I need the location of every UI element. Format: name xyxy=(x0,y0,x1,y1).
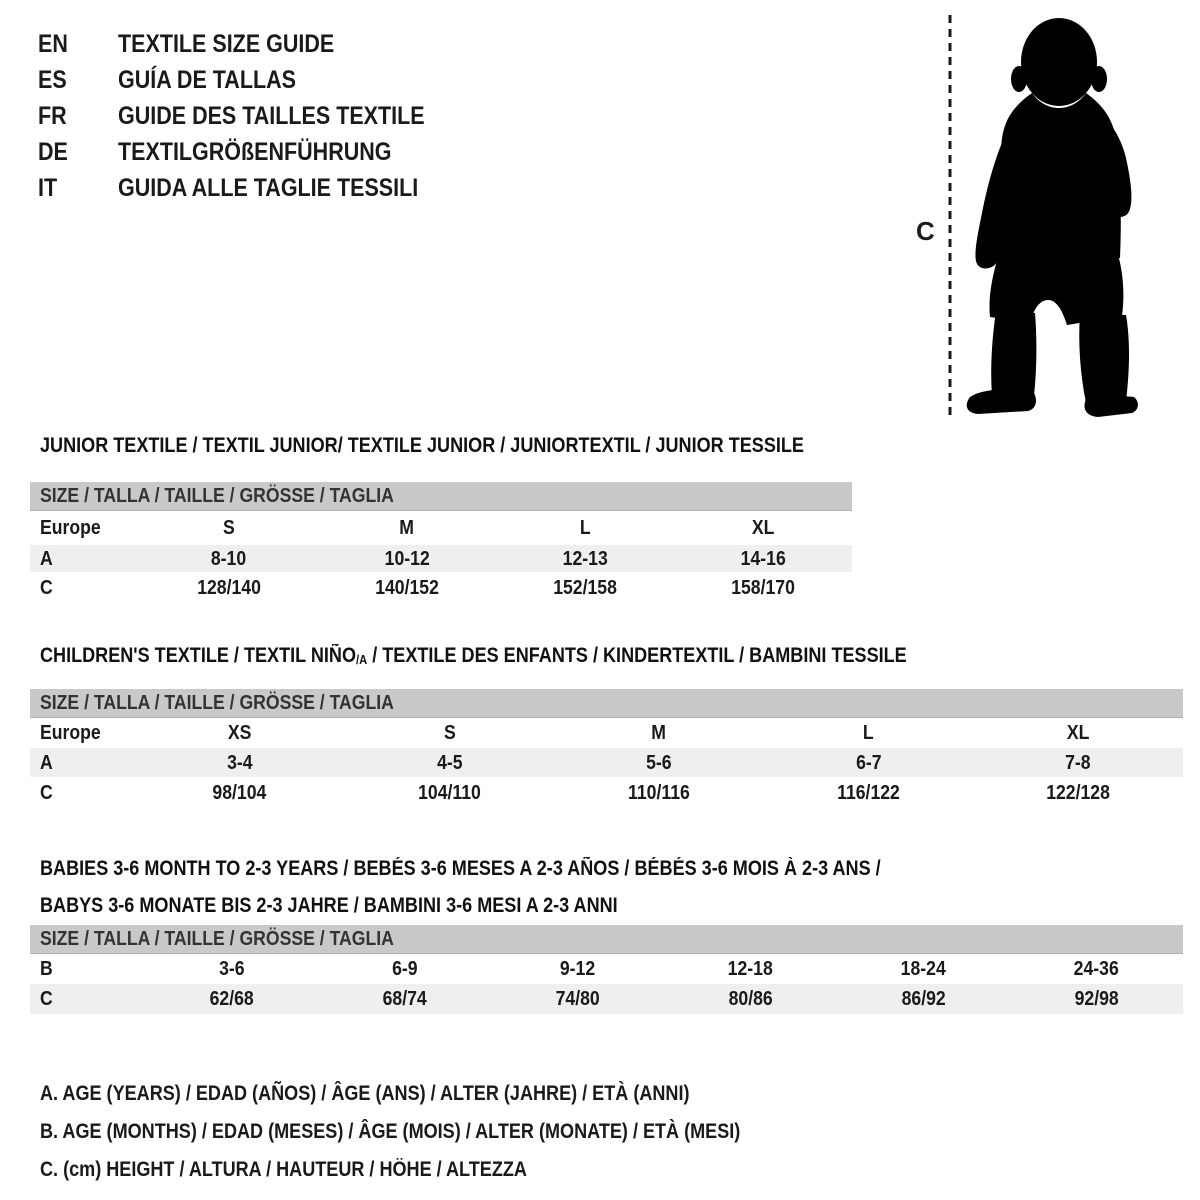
size-column: XL xyxy=(1066,721,1090,744)
guide-title-es: GUÍA DE TALLAS xyxy=(118,65,296,94)
cell-value: 68/74 xyxy=(382,987,427,1010)
toddler-figure xyxy=(967,18,1138,417)
size-header-bar: SIZE / TALLA / TAILLE / GRÖSSE / TAGLIA xyxy=(30,689,1183,718)
cell-value: 122/128 xyxy=(1046,780,1111,804)
cell-value: 4-5 xyxy=(436,750,463,774)
language-row-fr xyxy=(38,98,475,134)
language-code: IT xyxy=(38,173,58,202)
language-code: ES xyxy=(38,65,67,94)
children-size-table xyxy=(30,689,1183,808)
table-row xyxy=(30,748,1183,777)
size-column: M xyxy=(399,516,415,539)
cell-value: 140/152 xyxy=(375,575,439,599)
cell-value: 18-24 xyxy=(900,957,947,980)
table-row xyxy=(30,572,852,603)
cell-value: 110/116 xyxy=(628,780,690,804)
junior-columns-row xyxy=(30,511,852,545)
cell-value: 152/158 xyxy=(553,575,617,599)
cell-value: 3-6 xyxy=(218,957,245,980)
measurement-legend xyxy=(40,1075,854,1189)
size-column: XS xyxy=(228,721,252,744)
table-row xyxy=(30,777,1183,808)
row-label: B xyxy=(40,957,53,980)
cell-value: 14-16 xyxy=(740,546,786,570)
legend-line-a: A. AGE (YEARS) / EDAD (AÑOS) / ÂGE (ANS) / ALTER (JAHRE) / ETÀ (ANNI) xyxy=(40,1082,690,1105)
cell-value: 12-13 xyxy=(562,546,608,570)
row-label: A xyxy=(40,546,53,570)
size-column: L xyxy=(863,721,874,744)
size-column: S xyxy=(223,516,235,539)
cell-value: 9-12 xyxy=(559,957,596,980)
cell-value: 7-8 xyxy=(1065,750,1091,774)
language-row-de xyxy=(38,134,475,170)
cell-value: 12-18 xyxy=(727,957,774,980)
cell-value: 10-12 xyxy=(384,546,430,570)
babies-size-table xyxy=(30,925,1183,1014)
table-row xyxy=(30,954,1183,984)
cell-value: 62/68 xyxy=(209,987,254,1010)
babies-section-title: BABIES 3-6 MONTH TO 2-3 YEARS / BEBÉS 3-6 MESES A 2-3 AÑOS / BÉBÉS 3-6 MOIS À 2-3 ANS / BABYS 3-6 MONATE BIS 2-3 JAHRE / BAMBINI 3-6 MESI A 2-3 ANNI xyxy=(40,857,881,917)
size-column: M xyxy=(651,721,667,744)
cell-value: 24-36 xyxy=(1073,957,1120,980)
junior-size-table xyxy=(30,482,852,603)
size-header-bar: SIZE / TALLA / TAILLE / GRÖSSE / TAGLIA xyxy=(30,482,852,511)
height-measure-label: C xyxy=(916,216,935,246)
junior-section-title: JUNIOR TEXTILE / TEXTIL JUNIOR/ TEXTILE JUNIOR / JUNIORTEXTIL / JUNIOR TESSILE xyxy=(40,434,804,457)
cell-value: 6-9 xyxy=(391,957,418,980)
row-label: A xyxy=(40,750,53,774)
cell-value: 74/80 xyxy=(555,987,600,1010)
language-title-list xyxy=(38,26,475,206)
cell-value: 8-10 xyxy=(211,546,247,570)
title-subscript: /A xyxy=(356,652,368,667)
size-column: XL xyxy=(751,516,775,539)
guide-title-de: TEXTILGRÖßENFÜHRUNG xyxy=(118,137,392,166)
legend-line-b: B. AGE (MONTHS) / EDAD (MESES) / ÂGE (MOIS) / ALTER (MONATE) / ETÀ (MESI) xyxy=(40,1120,741,1143)
table-row xyxy=(30,545,852,572)
cell-value: 92/98 xyxy=(1074,987,1119,1010)
region-label: Europe xyxy=(40,721,101,744)
row-label: C xyxy=(40,575,53,599)
table-row xyxy=(30,984,1183,1014)
children-section-title: CHILDREN'S TEXTILE / TEXTIL NIÑO/A / TEXTILE DES ENFANTS / KINDERTEXTIL / BAMBINI TESSILE xyxy=(40,644,907,667)
guide-title-en: TEXTILE SIZE GUIDE xyxy=(118,29,335,58)
cell-value: 86/92 xyxy=(901,987,946,1010)
children-columns-row xyxy=(30,718,1183,748)
cell-value: 128/140 xyxy=(197,575,261,599)
language-row-it xyxy=(38,170,475,206)
cell-value: 80/86 xyxy=(728,987,773,1010)
cell-value: 116/122 xyxy=(837,780,900,804)
guide-title-it: GUIDA ALLE TAGLIE TESSILI xyxy=(118,173,419,202)
language-code: FR xyxy=(38,101,67,130)
row-label: C xyxy=(40,780,53,804)
guide-title-fr: GUIDE DES TAILLES TEXTILE xyxy=(118,101,425,130)
region-label: Europe xyxy=(40,516,101,539)
cell-value: 6-7 xyxy=(855,750,882,774)
size-header-bar: SIZE / TALLA / TAILLE / GRÖSSE / TAGLIA xyxy=(30,925,1183,954)
size-column: L xyxy=(579,516,591,539)
language-row-en xyxy=(38,26,475,62)
toddler-silhouette-icon xyxy=(940,12,1150,422)
legend-line-c: C. (cm) HEIGHT / ALTURA / HAUTEUR / HÖHE / ALTEZZA xyxy=(40,1158,527,1181)
size-column: S xyxy=(443,721,456,744)
language-code: EN xyxy=(38,29,68,58)
cell-value: 98/104 xyxy=(212,780,267,804)
cell-value: 5-6 xyxy=(646,750,672,774)
language-code: DE xyxy=(38,137,68,166)
cell-value: 158/170 xyxy=(731,575,795,599)
cell-value: 3-4 xyxy=(227,750,253,774)
row-label: C xyxy=(40,987,53,1010)
language-row-es xyxy=(38,62,475,98)
cell-value: 104/110 xyxy=(417,780,481,804)
